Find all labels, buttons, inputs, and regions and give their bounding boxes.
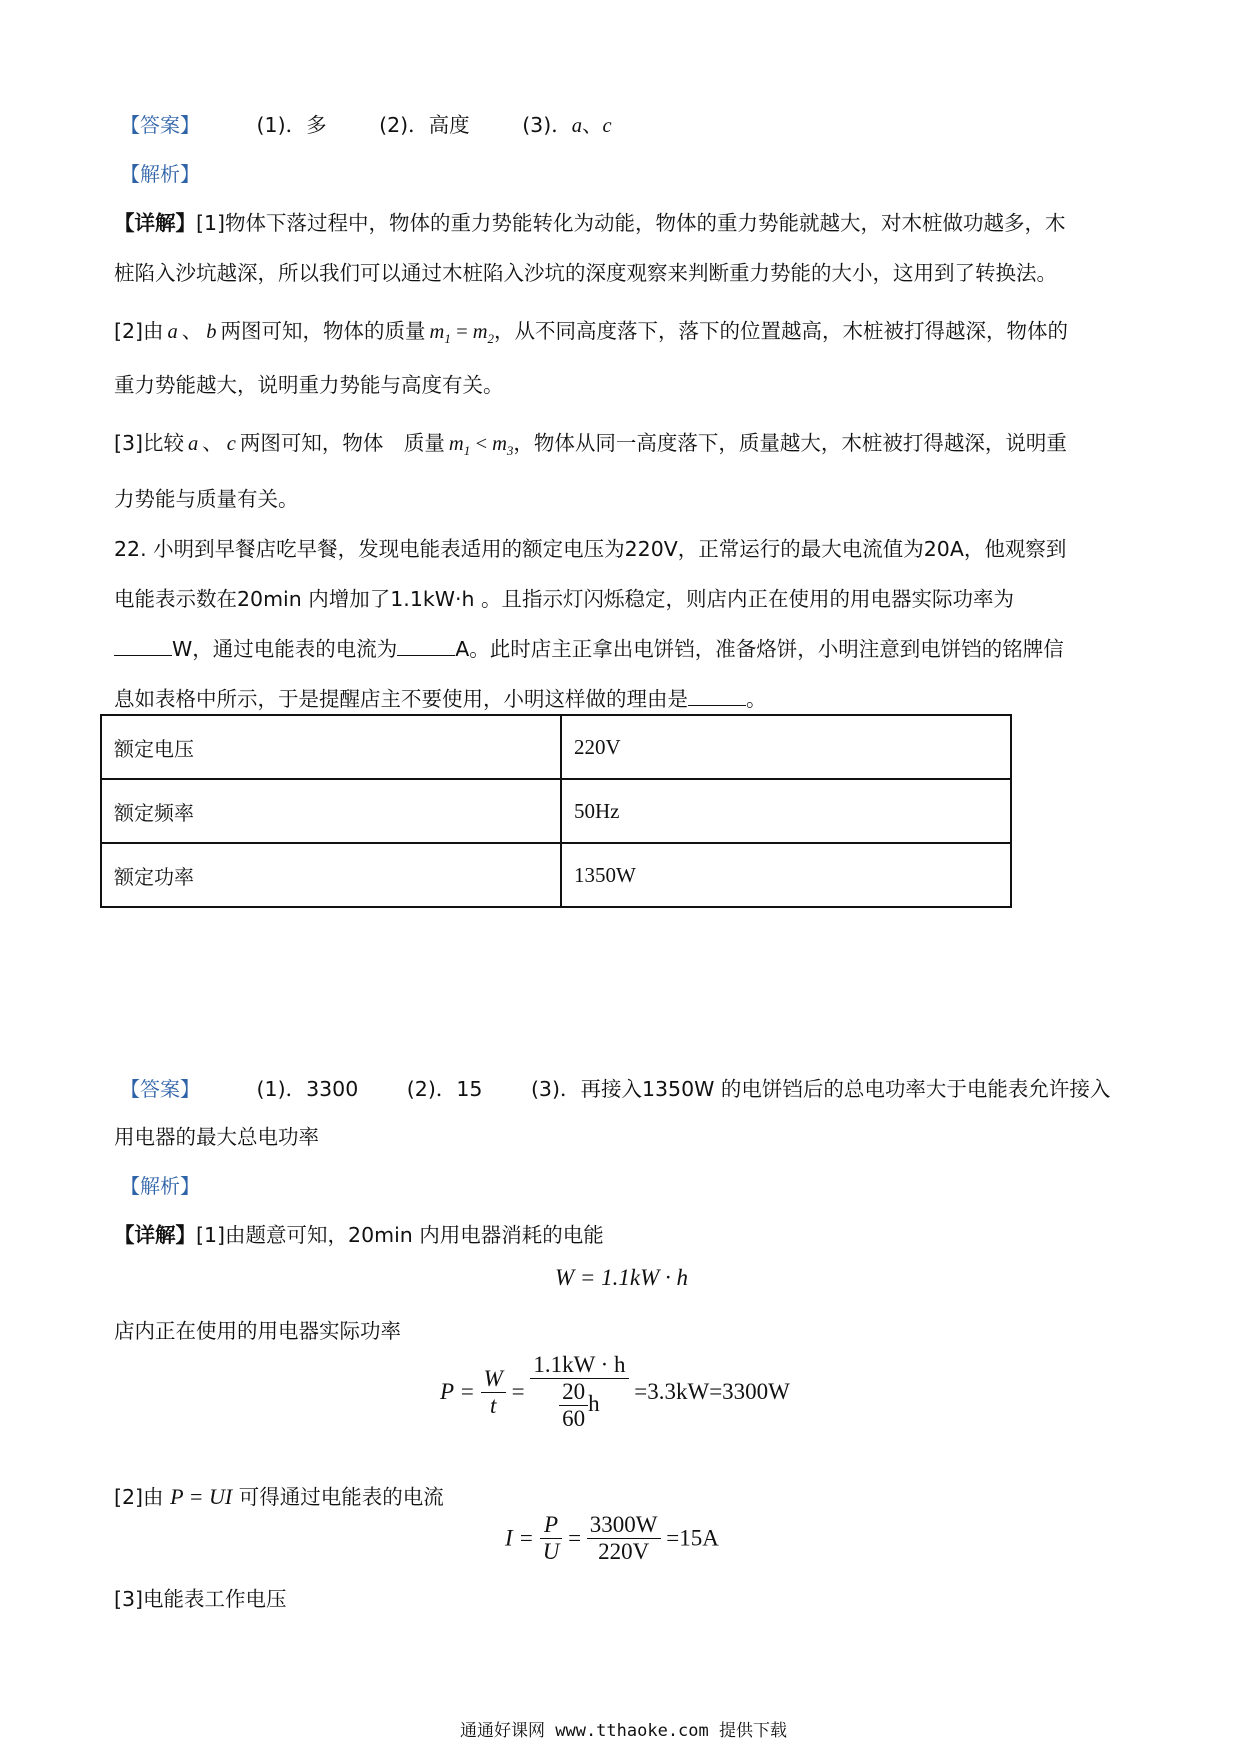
table-row <box>101 843 1011 907</box>
fraction-values <box>587 1512 661 1565</box>
var-m: m <box>492 433 507 455</box>
numerator: P <box>540 1512 563 1539</box>
separator: 、 <box>202 431 223 455</box>
answer-tag: 【答案】 <box>120 113 200 137</box>
eq-lhs: I = <box>505 1525 534 1551</box>
less-than: < <box>474 433 489 455</box>
q21-part2-line-2: 重力势能越大，说明重力势能与高度有关。 <box>114 373 504 397</box>
equation-energy: W = 1.1kW · h <box>555 1265 689 1290</box>
answer-blank <box>397 635 455 656</box>
answer-3: (3)． <box>522 113 572 137</box>
q22-line-3 <box>114 632 1064 662</box>
text: A。此时店主正拿出电饼铛，准备烙饼，小明注意到电饼铛的铭牌信 <box>455 637 1064 661</box>
text: ，从不同高度落下，落下的位置越高，木桩被打得越深，物体的 <box>494 319 1069 343</box>
formula: P = UI <box>170 1484 233 1509</box>
table-cell-value: 1350W <box>561 843 1011 907</box>
q22-answer-line-2: 用电器的最大总电功率 <box>114 1125 319 1149</box>
table-row <box>101 779 1011 843</box>
text: 两图可知，物体的质量 <box>220 319 426 343</box>
eq-result: =3.3kW=3300W <box>634 1379 790 1404</box>
answer-1: (1)．多 <box>256 113 327 137</box>
numerator: 1.1kW · h <box>530 1352 628 1379</box>
q21-detail-line-1 <box>114 206 1066 236</box>
denominator <box>530 1379 628 1432</box>
q22-detail-line-4: [3]电能表工作电压 <box>114 1587 287 1611</box>
denominator: 220V <box>598 1539 650 1564</box>
equals: = <box>511 1379 525 1404</box>
var-a: a <box>188 433 199 455</box>
text: [2]由 <box>114 1485 164 1509</box>
separator: 、 <box>181 319 203 343</box>
q22-line-4 <box>114 682 767 712</box>
q22-detail-line-3 <box>114 1480 444 1510</box>
table-cell-label: 额定功率 <box>101 843 561 907</box>
var-c: c <box>602 115 612 137</box>
denominator: t <box>490 1392 497 1418</box>
detail-text: [1]由题意可知，20min 内用电器消耗的电能 <box>196 1223 604 1247</box>
text: 可得通过电能表的电流 <box>238 1485 444 1509</box>
inner-fraction <box>559 1379 588 1432</box>
q22-line-1: 22. 小明到早餐店吃早餐，发现电能表适用的额定电压为220V，正常运行的最大电流值为20A，他观察到 <box>114 537 1067 561</box>
answer-blank <box>688 685 746 706</box>
table-cell-value: 220V <box>561 715 1011 779</box>
var-a: a <box>571 115 582 137</box>
text: ，物体从同一高度落下，质量越大，木桩被打得越深，说明重 <box>513 431 1067 455</box>
detail-tag: 【详解】 <box>114 1223 196 1247</box>
denominator: U <box>542 1539 560 1564</box>
var-m: m <box>448 433 464 455</box>
subscript: 1 <box>463 443 471 459</box>
q22-answer-line <box>120 1072 1110 1102</box>
fraction-energy-over-time <box>530 1352 628 1432</box>
subscript: 1 <box>444 331 451 347</box>
text: 息如表格中所示，于是提醒店主不要使用，小明这样做的理由是 <box>114 687 688 711</box>
unit: h <box>588 1390 600 1416</box>
eq-result: =15A <box>666 1525 719 1551</box>
denominator: 60 <box>562 1406 586 1431</box>
q22-line-2: 电能表示数在20min 内增加了1.1kW·h 。且指示灯闪烁稳定，则店内正在使用的用电器实际功率为 <box>114 587 1015 611</box>
table-row <box>101 715 1011 779</box>
table-cell-label: 额定电压 <box>101 715 561 779</box>
text: 。 <box>746 687 767 711</box>
q21-part3-line-2: 力势能与质量有关。 <box>114 487 299 511</box>
var-b: b <box>206 321 217 343</box>
answer-2: (2)．15 <box>406 1077 483 1101</box>
fraction-p-over-u <box>540 1512 563 1565</box>
equation-power <box>440 1352 790 1432</box>
detail-tag: 【详解】 <box>114 211 196 235</box>
analysis-tag: 【解析】 <box>120 162 200 186</box>
answer-tag: 【答案】 <box>120 1077 200 1101</box>
q21-part3-line-1 <box>114 426 1067 459</box>
nameplate-table <box>100 714 1012 908</box>
q22-detail-line-1 <box>114 1218 604 1248</box>
answer-3: (3)．再接入1350W 的电饼铛后的总电功率大于电能表允许接入 <box>530 1077 1111 1101</box>
table-cell-value: 50Hz <box>561 779 1011 843</box>
text: W，通过电能表的电流为 <box>172 637 398 661</box>
var-c: c <box>226 433 236 455</box>
text: 两图可知，物体 质量 <box>239 431 445 455</box>
q21-detail-line-2: 桩陷入沙坑越深，所以我们可以通过木桩陷入沙坑的深度观察来判断重力势能的大小，这用到了转换法。 <box>114 261 1057 285</box>
q21-answer-line <box>120 108 612 138</box>
table-cell-label: 额定频率 <box>101 779 561 843</box>
equals: = <box>454 321 469 343</box>
var-a: a <box>167 321 178 343</box>
var-m: m <box>429 321 445 343</box>
equation-current <box>505 1512 719 1565</box>
q22-detail-line-2: 店内正在使用的用电器实际功率 <box>114 1319 401 1343</box>
numerator: 20 <box>559 1379 588 1406</box>
answer-2: (2)．高度 <box>379 113 470 137</box>
detail-text: [1]物体下落过程中，物体的重力势能转化为动能，物体的重力势能就越大，对木桩做功越多，木 <box>196 211 1066 235</box>
numerator: 3300W <box>587 1512 661 1539</box>
text: [2]由 <box>114 319 164 343</box>
answer-1: (1)．3300 <box>256 1077 359 1101</box>
var-m: m <box>472 321 488 343</box>
q21-part2-line-1 <box>114 314 1068 347</box>
subscript: 3 <box>506 443 514 459</box>
eq-lhs: P = <box>440 1379 475 1404</box>
separator: 、 <box>581 113 603 137</box>
subscript: 2 <box>487 331 495 347</box>
fraction-w-over-t <box>481 1366 506 1419</box>
analysis-tag: 【解析】 <box>120 1174 200 1198</box>
equals: = <box>568 1525 582 1551</box>
page-footer: 通通好课网 www.tthaoke.com 提供下载 <box>460 1721 787 1741</box>
answer-blank <box>114 635 172 656</box>
numerator: W <box>481 1366 506 1393</box>
text: [3]比较 <box>114 431 185 455</box>
